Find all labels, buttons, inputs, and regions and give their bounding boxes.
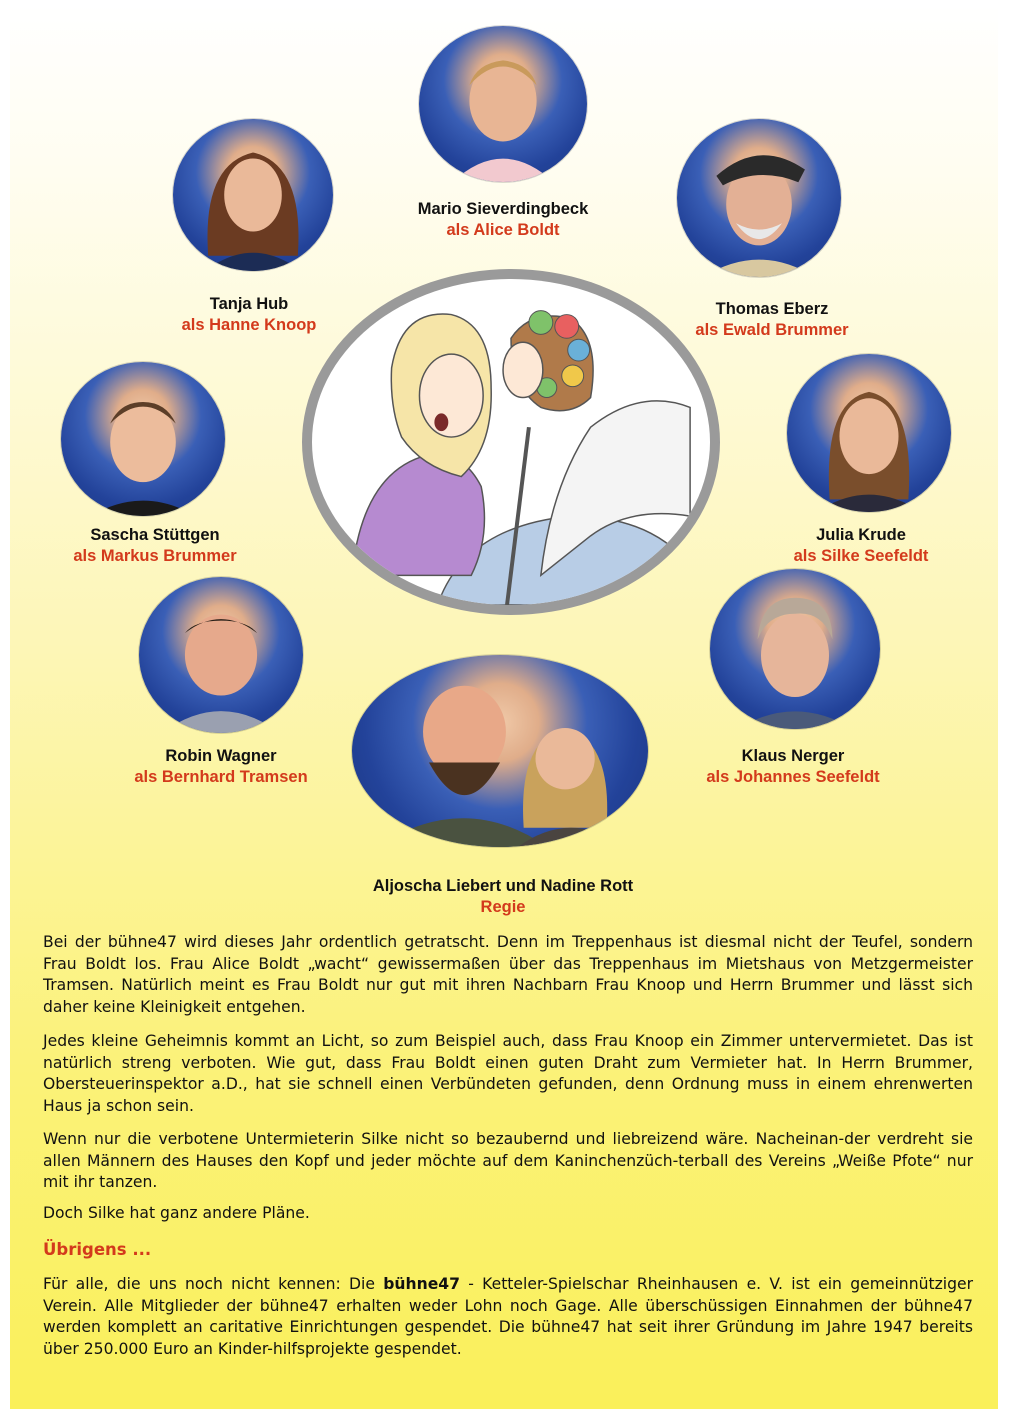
cast-role: als Alice Boldt [446, 221, 560, 239]
cast-name: Julia Krude [816, 526, 906, 544]
caption-mario [353, 199, 653, 241]
caption-regie [303, 876, 703, 918]
portrait-julia [787, 354, 951, 512]
caption-sascha [10, 525, 305, 567]
caption-klaus [643, 746, 943, 788]
cast-role: als Silke Seefeldt [793, 547, 929, 565]
cast-name: Robin Wagner [165, 747, 277, 765]
portrait-regie [352, 655, 648, 847]
cast-name: Klaus Nerger [741, 747, 845, 765]
about-suffix: - Ketteler-Spielschar Rheinhausen e. V. ist ein gemeinnütziger Verein. Alle Mitglieder der bühne47 erhalten weder Lohn noch Gage. Alle überschüssigen Einnahmen der bühne47 werden komplett an caritative Einrichtungen gespendet. Die bühne47 hat seit ihrer Gründung im Jahre 1947 bereits über 250.000 Euro an Kinder-hilfsprojekte gespendet. [43, 1275, 973, 1358]
portrait-mario [419, 26, 587, 182]
cast-role: als Markus Brummer [73, 547, 237, 565]
cast-name: Tanja Hub [209, 295, 289, 313]
about-brand: bühne47 [383, 1275, 460, 1293]
cast-role: Regie [480, 898, 526, 916]
paragraph-about [43, 1274, 973, 1360]
caption-julia [711, 525, 998, 567]
caption-tanja [99, 294, 399, 336]
section-heading: Übrigens ... [43, 1240, 152, 1259]
cast-role: als Hanne Knoop [181, 316, 317, 334]
cast-role: als Ewald Brummer [695, 321, 849, 339]
flyer-page [10, 4, 998, 1409]
paragraph-secret: Jedes kleine Geheimnis kommt an Licht, so zum Beispiel auch, dass Frau Knoop ein Zimmer untervermietet. Das ist natürlich streng verboten. Wie gut, dass Frau Boldt einen guten Draht zum Vermieter hat. In Herrn Brummer, Obersteuerinspektor a.D., hat sie schnell einen Verbündeten gefunden, denn Ordnung muss in einem ehrenwerten Haus ja schon sein. [43, 1032, 973, 1115]
paragraph-intro: Bei der bühne47 wird dieses Jahr ordentlich getratscht. Denn im Treppenhaus ist diesmal nicht der Teufel, sondern Frau Boldt los. Frau Alice Boldt „wacht“ gewissermaßen über das Treppenhaus im Mietshaus von Metzgermeister Tramsen. Natürlich meint es Frau Boldt nur gut mit ihren Nachbarn Frau Knoop und Herrn Brummer und lässt sich daher keine Kleinigkeit entgehen. [43, 933, 973, 1016]
cast-name: Sascha Stüttgen [90, 526, 220, 544]
cast-role: als Johannes Seefeldt [706, 768, 880, 786]
about-prefix: Für alle, die uns noch nicht kennen: Die [43, 1275, 384, 1293]
portrait-sascha [61, 362, 225, 516]
portrait-robin [139, 577, 303, 733]
cast-name: Aljoscha Liebert und Nadine Rott [372, 877, 634, 895]
paragraph-plans: Doch Silke hat ganz andere Pläne. [43, 1204, 310, 1222]
portrait-tanja [173, 119, 333, 271]
caption-thomas [622, 299, 922, 341]
caption-robin [71, 746, 371, 788]
cast-name: Mario Sieverdingbeck [417, 200, 589, 218]
paragraph-silke: Wenn nur die verbotene Untermieterin Silke nicht so bezaubernd und liebreizend wäre. Nacheinan-der verdreht sie allen Männern des Hauses den Kopf und jeder möchte auf dem Kaninchenzüch-terball des Vereins „Weiße Pfote“ nur mit ihr tanzen. [43, 1130, 973, 1191]
cast-name: Thomas Eberz [715, 300, 829, 318]
portrait-klaus [710, 569, 880, 729]
portrait-thomas [677, 119, 841, 277]
cast-role: als Bernhard Tramsen [134, 768, 308, 786]
